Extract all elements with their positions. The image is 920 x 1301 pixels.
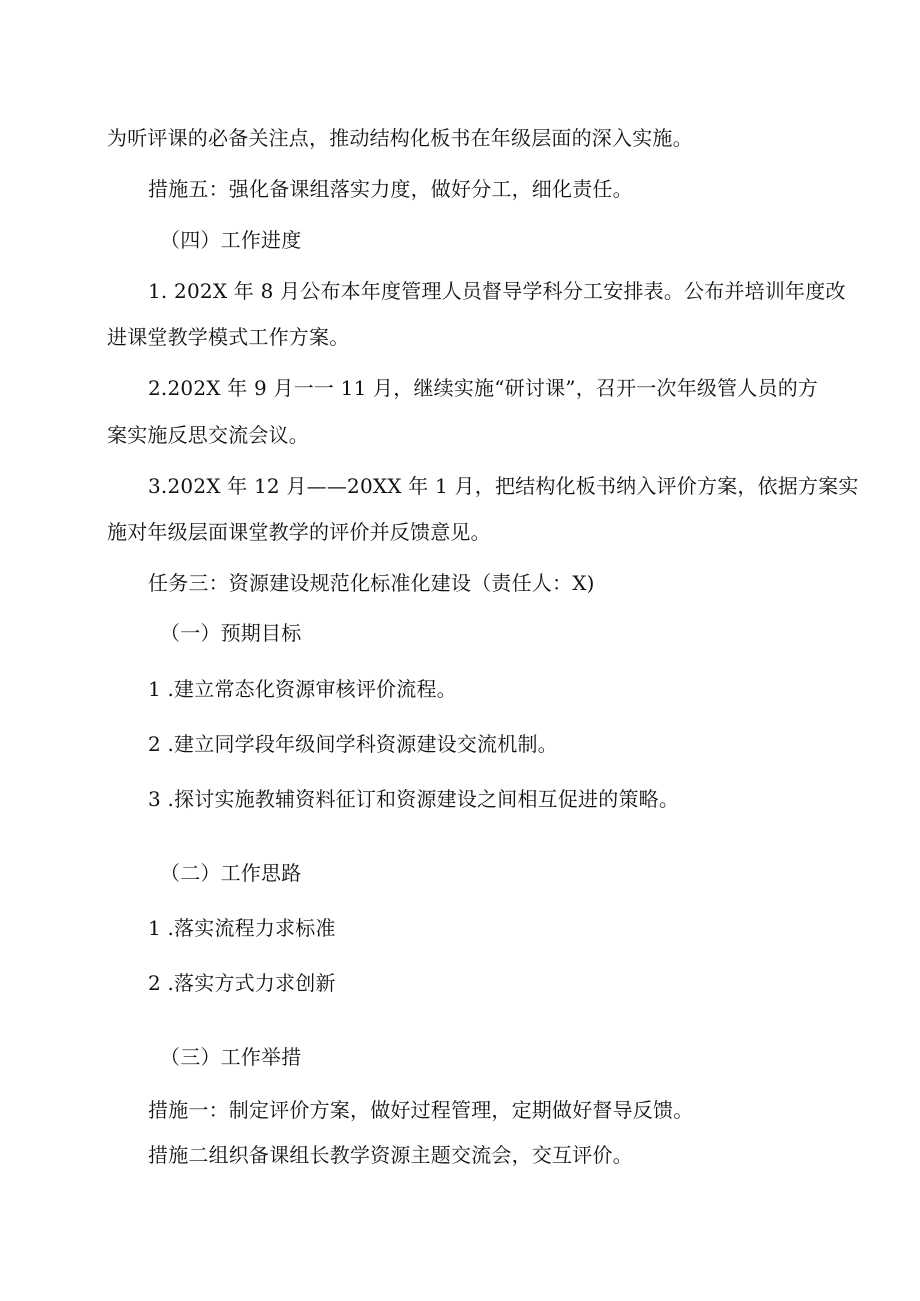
measure-two-line: 措施二组织备课组长教学资源主题交流会，交互评价。 (148, 1143, 633, 1167)
approach-item-2: 2 .落实方式力求创新 (148, 971, 336, 995)
body-line-continuation: 为听评课的必备关注点，推动结构化板书在年级层面的深入实施。 (107, 126, 693, 150)
progress-item-1-line-2: 进课堂教学模式工作方案。 (107, 325, 350, 349)
section-heading-progress: （四）工作进度 (160, 228, 302, 252)
goal-item-3: 3 .探讨实施教辅资料征订和资源建设之间相互促进的策略。 (148, 787, 680, 811)
measure-one-line: 措施一：制定评价方案，做好过程管理，定期做好督导反馈。 (148, 1098, 694, 1122)
measure-five-line: 措施五：强化备课组落实力度，做好分工，细化责任。 (148, 177, 633, 201)
progress-item-2-line-2: 案实施反思交流会议。 (107, 423, 309, 447)
progress-item-2-line-1: 2.202X 年 9 月一一 11 月，继续实施“研讨课”，召开一次年级管人员的方 (148, 376, 819, 400)
goal-item-2: 2 .建立同学段年级间学科资源建设交流机制。 (148, 732, 558, 756)
approach-item-1: 1 .落实流程力求标准 (148, 916, 336, 940)
section-heading-measures: （三）工作举措 (160, 1045, 302, 1069)
progress-item-1-line-1: 1. 202X 年 8 月公布本年度管理人员督导学科分工安排表。公布并培训年度改 (148, 279, 846, 303)
section-heading-approach: （二）工作思路 (160, 861, 302, 885)
task-three-heading: 任务三：资源建设规范化标准化建设（责任人：X) (148, 571, 595, 595)
progress-item-3-line-1: 3.202X 年 12 月——20XX 年 1 月，把结构化板书纳入评价方案，依据方案实 (148, 474, 859, 498)
section-heading-goals: （一）预期目标 (160, 621, 302, 645)
goal-item-1: 1 .建立常态化资源审核评价流程。 (148, 677, 457, 701)
progress-item-3-line-2: 施对年级层面课堂教学的评价并反馈意见。 (107, 520, 491, 544)
